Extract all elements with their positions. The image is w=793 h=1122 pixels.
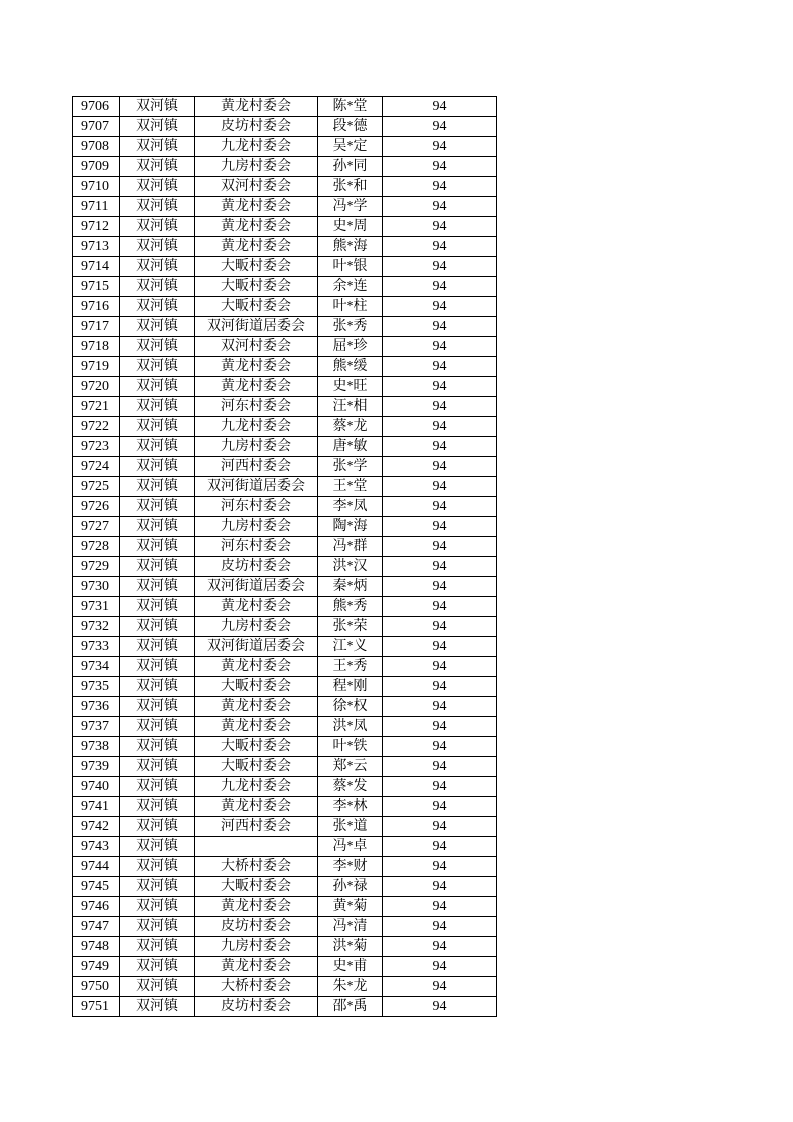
row-number-cell: 9713 <box>73 237 120 257</box>
table-row <box>73 157 497 177</box>
village-committee-cell: 黄龙村委会 <box>195 357 318 377</box>
row-number-cell: 9732 <box>73 617 120 637</box>
town-cell: 双河镇 <box>120 797 195 817</box>
village-committee-cell: 双河村委会 <box>195 337 318 357</box>
table-row <box>73 897 497 917</box>
score-cell: 94 <box>383 277 497 297</box>
score-cell: 94 <box>383 777 497 797</box>
row-number-cell: 9716 <box>73 297 120 317</box>
village-committee-cell: 大桥村委会 <box>195 977 318 997</box>
row-number-cell: 9710 <box>73 177 120 197</box>
row-number-cell: 9717 <box>73 317 120 337</box>
score-cell: 94 <box>383 197 497 217</box>
score-cell: 94 <box>383 517 497 537</box>
person-name-cell: 汪*相 <box>318 397 383 417</box>
row-number-cell: 9715 <box>73 277 120 297</box>
town-cell: 双河镇 <box>120 257 195 277</box>
table-row <box>73 937 497 957</box>
row-number-cell: 9729 <box>73 557 120 577</box>
score-cell: 94 <box>383 577 497 597</box>
row-number-cell: 9740 <box>73 777 120 797</box>
score-cell: 94 <box>383 317 497 337</box>
town-cell: 双河镇 <box>120 597 195 617</box>
town-cell: 双河镇 <box>120 897 195 917</box>
town-cell: 双河镇 <box>120 277 195 297</box>
person-name-cell: 熊*缓 <box>318 357 383 377</box>
row-number-cell: 9735 <box>73 677 120 697</box>
table-row <box>73 97 497 117</box>
person-name-cell: 邵*禹 <box>318 997 383 1017</box>
row-number-cell: 9741 <box>73 797 120 817</box>
score-cell: 94 <box>383 977 497 997</box>
village-committee-cell: 黄龙村委会 <box>195 797 318 817</box>
town-cell: 双河镇 <box>120 297 195 317</box>
town-cell: 双河镇 <box>120 837 195 857</box>
row-number-cell: 9737 <box>73 717 120 737</box>
score-cell: 94 <box>383 677 497 697</box>
town-cell: 双河镇 <box>120 417 195 437</box>
village-committee-cell: 黄龙村委会 <box>195 217 318 237</box>
person-name-cell: 李*林 <box>318 797 383 817</box>
row-number-cell: 9725 <box>73 477 120 497</box>
table-body <box>73 97 497 1017</box>
village-committee-cell: 黄龙村委会 <box>195 597 318 617</box>
town-cell: 双河镇 <box>120 637 195 657</box>
row-number-cell: 9724 <box>73 457 120 477</box>
person-name-cell: 熊*秀 <box>318 597 383 617</box>
village-committee-cell: 大桥村委会 <box>195 857 318 877</box>
score-cell: 94 <box>383 117 497 137</box>
town-cell: 双河镇 <box>120 877 195 897</box>
table-row <box>73 137 497 157</box>
person-name-cell: 冯*清 <box>318 917 383 937</box>
town-cell: 双河镇 <box>120 657 195 677</box>
person-name-cell: 王*秀 <box>318 657 383 677</box>
table-row <box>73 337 497 357</box>
village-committee-cell <box>195 837 318 857</box>
village-committee-cell: 九龙村委会 <box>195 417 318 437</box>
village-committee-cell: 黄龙村委会 <box>195 697 318 717</box>
table-row <box>73 297 497 317</box>
table-row <box>73 537 497 557</box>
person-name-cell: 陶*海 <box>318 517 383 537</box>
village-committee-cell: 双河村委会 <box>195 177 318 197</box>
village-committee-cell: 皮坊村委会 <box>195 117 318 137</box>
table-row <box>73 597 497 617</box>
row-number-cell: 9714 <box>73 257 120 277</box>
person-name-cell: 孙*禄 <box>318 877 383 897</box>
score-cell: 94 <box>383 857 497 877</box>
row-number-cell: 9711 <box>73 197 120 217</box>
table-row <box>73 357 497 377</box>
village-committee-cell: 九房村委会 <box>195 617 318 637</box>
row-number-cell: 9708 <box>73 137 120 157</box>
village-committee-cell: 河东村委会 <box>195 537 318 557</box>
row-number-cell: 9720 <box>73 377 120 397</box>
score-cell: 94 <box>383 957 497 977</box>
village-committee-cell: 皮坊村委会 <box>195 917 318 937</box>
person-name-cell: 江*义 <box>318 637 383 657</box>
town-cell: 双河镇 <box>120 957 195 977</box>
table-row <box>73 677 497 697</box>
village-committee-cell: 河西村委会 <box>195 817 318 837</box>
town-cell: 双河镇 <box>120 697 195 717</box>
score-cell: 94 <box>383 617 497 637</box>
score-cell: 94 <box>383 437 497 457</box>
village-committee-cell: 黄龙村委会 <box>195 717 318 737</box>
row-number-cell: 9722 <box>73 417 120 437</box>
town-cell: 双河镇 <box>120 977 195 997</box>
town-cell: 双河镇 <box>120 197 195 217</box>
person-name-cell: 史*旺 <box>318 377 383 397</box>
town-cell: 双河镇 <box>120 157 195 177</box>
row-number-cell: 9712 <box>73 217 120 237</box>
table-row <box>73 717 497 737</box>
table-row <box>73 317 497 337</box>
village-committee-cell: 大畈村委会 <box>195 277 318 297</box>
town-cell: 双河镇 <box>120 737 195 757</box>
person-name-cell: 张*学 <box>318 457 383 477</box>
table-row <box>73 437 497 457</box>
row-number-cell: 9736 <box>73 697 120 717</box>
table-row <box>73 477 497 497</box>
village-committee-cell: 九龙村委会 <box>195 777 318 797</box>
person-name-cell: 李*财 <box>318 857 383 877</box>
person-name-cell: 冯*卓 <box>318 837 383 857</box>
table-row <box>73 557 497 577</box>
person-name-cell: 史*周 <box>318 217 383 237</box>
score-cell: 94 <box>383 737 497 757</box>
table-row <box>73 657 497 677</box>
person-name-cell: 唐*敏 <box>318 437 383 457</box>
town-cell: 双河镇 <box>120 677 195 697</box>
row-number-cell: 9706 <box>73 97 120 117</box>
town-cell: 双河镇 <box>120 97 195 117</box>
town-cell: 双河镇 <box>120 177 195 197</box>
village-committee-cell: 大畈村委会 <box>195 737 318 757</box>
row-number-cell: 9738 <box>73 737 120 757</box>
person-name-cell: 陈*堂 <box>318 97 383 117</box>
person-name-cell: 张*和 <box>318 177 383 197</box>
town-cell: 双河镇 <box>120 577 195 597</box>
village-committee-cell: 双河街道居委会 <box>195 477 318 497</box>
table-row <box>73 997 497 1017</box>
person-name-cell: 叶*柱 <box>318 297 383 317</box>
village-committee-cell: 大畈村委会 <box>195 677 318 697</box>
table-row <box>73 117 497 137</box>
score-cell: 94 <box>383 157 497 177</box>
score-cell: 94 <box>383 917 497 937</box>
score-cell: 94 <box>383 497 497 517</box>
table-row <box>73 257 497 277</box>
table-row <box>73 917 497 937</box>
person-name-cell: 朱*龙 <box>318 977 383 997</box>
village-committee-cell: 河东村委会 <box>195 497 318 517</box>
row-number-cell: 9730 <box>73 577 120 597</box>
score-cell: 94 <box>383 597 497 617</box>
score-cell: 94 <box>383 757 497 777</box>
score-cell: 94 <box>383 397 497 417</box>
village-committee-cell: 黄龙村委会 <box>195 377 318 397</box>
score-cell: 94 <box>383 477 497 497</box>
table-row <box>73 637 497 657</box>
person-name-cell: 叶*铁 <box>318 737 383 757</box>
person-name-cell: 孙*同 <box>318 157 383 177</box>
person-name-cell: 王*堂 <box>318 477 383 497</box>
score-cell: 94 <box>383 797 497 817</box>
town-cell: 双河镇 <box>120 217 195 237</box>
village-committee-cell: 大畈村委会 <box>195 297 318 317</box>
town-cell: 双河镇 <box>120 997 195 1017</box>
town-cell: 双河镇 <box>120 817 195 837</box>
score-cell: 94 <box>383 937 497 957</box>
row-number-cell: 9739 <box>73 757 120 777</box>
town-cell: 双河镇 <box>120 137 195 157</box>
village-committee-cell: 大畈村委会 <box>195 257 318 277</box>
row-number-cell: 9744 <box>73 857 120 877</box>
town-cell: 双河镇 <box>120 117 195 137</box>
row-number-cell: 9734 <box>73 657 120 677</box>
person-name-cell: 冯*群 <box>318 537 383 557</box>
village-committee-cell: 大畈村委会 <box>195 757 318 777</box>
village-committee-cell: 双河街道居委会 <box>195 577 318 597</box>
person-name-cell: 张*秀 <box>318 317 383 337</box>
score-cell: 94 <box>383 897 497 917</box>
town-cell: 双河镇 <box>120 377 195 397</box>
person-name-cell: 蔡*龙 <box>318 417 383 437</box>
row-number-cell: 9745 <box>73 877 120 897</box>
town-cell: 双河镇 <box>120 717 195 737</box>
data-table <box>72 96 497 1017</box>
table-row <box>73 757 497 777</box>
score-cell: 94 <box>383 877 497 897</box>
person-name-cell: 洪*汉 <box>318 557 383 577</box>
town-cell: 双河镇 <box>120 437 195 457</box>
row-number-cell: 9726 <box>73 497 120 517</box>
town-cell: 双河镇 <box>120 557 195 577</box>
person-name-cell: 张*道 <box>318 817 383 837</box>
row-number-cell: 9750 <box>73 977 120 997</box>
table-row <box>73 697 497 717</box>
town-cell: 双河镇 <box>120 857 195 877</box>
village-committee-cell: 皮坊村委会 <box>195 557 318 577</box>
score-cell: 94 <box>383 337 497 357</box>
person-name-cell: 张*荣 <box>318 617 383 637</box>
town-cell: 双河镇 <box>120 397 195 417</box>
person-name-cell: 屈*珍 <box>318 337 383 357</box>
score-cell: 94 <box>383 537 497 557</box>
village-committee-cell: 双河街道居委会 <box>195 317 318 337</box>
score-cell: 94 <box>383 177 497 197</box>
row-number-cell: 9709 <box>73 157 120 177</box>
row-number-cell: 9718 <box>73 337 120 357</box>
score-cell: 94 <box>383 837 497 857</box>
person-name-cell: 吴*定 <box>318 137 383 157</box>
table-row <box>73 497 497 517</box>
person-name-cell: 洪*菊 <box>318 937 383 957</box>
score-cell: 94 <box>383 217 497 237</box>
town-cell: 双河镇 <box>120 757 195 777</box>
town-cell: 双河镇 <box>120 477 195 497</box>
table-row <box>73 417 497 437</box>
person-name-cell: 史*甫 <box>318 957 383 977</box>
score-cell: 94 <box>383 357 497 377</box>
score-cell: 94 <box>383 377 497 397</box>
person-name-cell: 黄*菊 <box>318 897 383 917</box>
person-name-cell: 程*刚 <box>318 677 383 697</box>
person-name-cell: 洪*凤 <box>318 717 383 737</box>
row-number-cell: 9707 <box>73 117 120 137</box>
score-cell: 94 <box>383 417 497 437</box>
village-committee-cell: 黄龙村委会 <box>195 957 318 977</box>
score-cell: 94 <box>383 257 497 277</box>
row-number-cell: 9751 <box>73 997 120 1017</box>
town-cell: 双河镇 <box>120 457 195 477</box>
town-cell: 双河镇 <box>120 337 195 357</box>
town-cell: 双河镇 <box>120 237 195 257</box>
town-cell: 双河镇 <box>120 497 195 517</box>
town-cell: 双河镇 <box>120 357 195 377</box>
person-name-cell: 叶*银 <box>318 257 383 277</box>
table-row <box>73 737 497 757</box>
town-cell: 双河镇 <box>120 777 195 797</box>
table-row <box>73 977 497 997</box>
table-row <box>73 617 497 637</box>
table-row <box>73 817 497 837</box>
person-name-cell: 李*凤 <box>318 497 383 517</box>
score-cell: 94 <box>383 657 497 677</box>
table-row <box>73 457 497 477</box>
person-name-cell: 秦*炳 <box>318 577 383 597</box>
score-cell: 94 <box>383 817 497 837</box>
row-number-cell: 9719 <box>73 357 120 377</box>
table-row <box>73 517 497 537</box>
person-name-cell: 余*连 <box>318 277 383 297</box>
town-cell: 双河镇 <box>120 517 195 537</box>
score-cell: 94 <box>383 237 497 257</box>
row-number-cell: 9727 <box>73 517 120 537</box>
score-cell: 94 <box>383 697 497 717</box>
score-cell: 94 <box>383 557 497 577</box>
village-committee-cell: 皮坊村委会 <box>195 997 318 1017</box>
village-committee-cell: 黄龙村委会 <box>195 897 318 917</box>
score-cell: 94 <box>383 137 497 157</box>
row-number-cell: 9731 <box>73 597 120 617</box>
table-row <box>73 177 497 197</box>
row-number-cell: 9728 <box>73 537 120 557</box>
row-number-cell: 9733 <box>73 637 120 657</box>
table-row <box>73 577 497 597</box>
village-committee-cell: 黄龙村委会 <box>195 657 318 677</box>
row-number-cell: 9742 <box>73 817 120 837</box>
village-committee-cell: 九龙村委会 <box>195 137 318 157</box>
score-cell: 94 <box>383 97 497 117</box>
table-row <box>73 877 497 897</box>
town-cell: 双河镇 <box>120 917 195 937</box>
score-cell: 94 <box>383 457 497 477</box>
table-row <box>73 957 497 977</box>
row-number-cell: 9749 <box>73 957 120 977</box>
person-name-cell: 段*德 <box>318 117 383 137</box>
village-committee-cell: 黄龙村委会 <box>195 237 318 257</box>
table-row <box>73 197 497 217</box>
row-number-cell: 9747 <box>73 917 120 937</box>
table-row <box>73 217 497 237</box>
table-row <box>73 857 497 877</box>
score-cell: 94 <box>383 297 497 317</box>
village-committee-cell: 双河街道居委会 <box>195 637 318 657</box>
person-name-cell: 郑*云 <box>318 757 383 777</box>
table-row <box>73 237 497 257</box>
table-row <box>73 837 497 857</box>
table-row <box>73 777 497 797</box>
town-cell: 双河镇 <box>120 937 195 957</box>
score-cell: 94 <box>383 717 497 737</box>
person-name-cell: 熊*海 <box>318 237 383 257</box>
table-row <box>73 377 497 397</box>
row-number-cell: 9743 <box>73 837 120 857</box>
score-cell: 94 <box>383 997 497 1017</box>
village-committee-cell: 九房村委会 <box>195 937 318 957</box>
row-number-cell: 9721 <box>73 397 120 417</box>
village-committee-cell: 河西村委会 <box>195 457 318 477</box>
village-committee-cell: 河东村委会 <box>195 397 318 417</box>
village-committee-cell: 大畈村委会 <box>195 877 318 897</box>
person-name-cell: 蔡*发 <box>318 777 383 797</box>
table-row <box>73 797 497 817</box>
village-committee-cell: 九房村委会 <box>195 517 318 537</box>
village-committee-cell: 九房村委会 <box>195 157 318 177</box>
village-committee-cell: 九房村委会 <box>195 437 318 457</box>
town-cell: 双河镇 <box>120 317 195 337</box>
row-number-cell: 9748 <box>73 937 120 957</box>
town-cell: 双河镇 <box>120 617 195 637</box>
table-row <box>73 277 497 297</box>
person-name-cell: 冯*学 <box>318 197 383 217</box>
town-cell: 双河镇 <box>120 537 195 557</box>
score-cell: 94 <box>383 637 497 657</box>
row-number-cell: 9723 <box>73 437 120 457</box>
table-row <box>73 397 497 417</box>
row-number-cell: 9746 <box>73 897 120 917</box>
village-committee-cell: 黄龙村委会 <box>195 97 318 117</box>
village-committee-cell: 黄龙村委会 <box>195 197 318 217</box>
person-name-cell: 徐*权 <box>318 697 383 717</box>
